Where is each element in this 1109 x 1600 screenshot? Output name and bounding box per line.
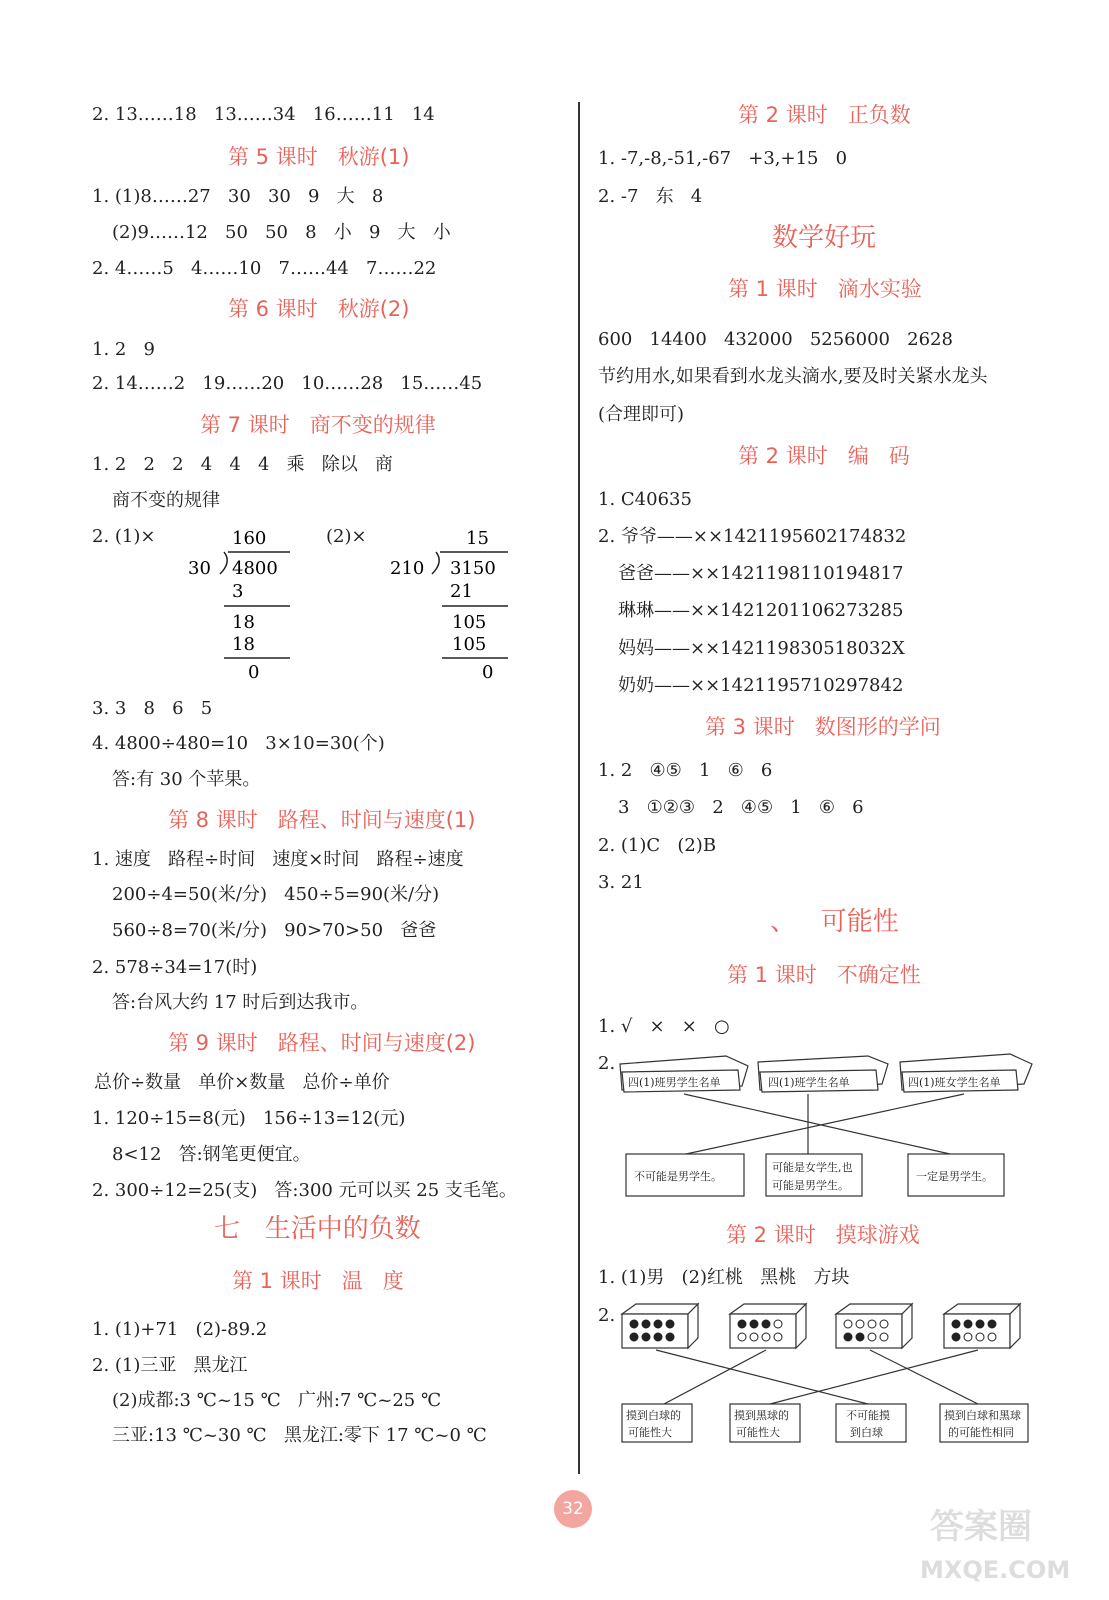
remainder: 105 — [452, 612, 487, 633]
matching-diagram-boxes — [618, 1050, 1038, 1206]
answer-line: 1. (1)8……27 30 30 9 大 8 — [92, 186, 384, 207]
matching-diagram-balls — [618, 1300, 1038, 1446]
answer-line: 2. 300÷12=25(支) 答:300 元可以买 25 支毛笔。 — [92, 1180, 517, 1201]
answer-line: 商不变的规律 — [112, 490, 220, 511]
remainder: 0 — [482, 662, 494, 682]
answer-line: 1. C40635 — [598, 489, 692, 510]
answer-line: 1. -7,-8,-51,-67 +3,+15 0 — [598, 148, 848, 169]
option-label: 不可能摸 — [846, 1409, 890, 1422]
answer-line: 2. — [598, 1305, 616, 1326]
long-division-1 — [180, 522, 300, 682]
quotient: 15 — [466, 528, 489, 549]
answer-line: 560÷8=70(米/分) 90>70>50 爸爸 — [112, 920, 437, 941]
answer-line: 1. √ × × ○ — [598, 1016, 730, 1037]
lesson-heading: 第 1 课时 温 度 — [232, 1269, 404, 1293]
lesson-heading: 第 6 课时 秋游(2) — [228, 297, 410, 321]
lesson-heading: 第 1 课时 不确定性 — [727, 963, 921, 987]
option-label: 的可能性相同 — [948, 1426, 1014, 1439]
answer-line: 节约用水,如果看到水龙头滴水,要及时关紧水龙头 — [598, 366, 988, 387]
option-label: 摸到白球的 — [626, 1409, 681, 1422]
answer-line: 2. 爷爷——××1421195602174832 — [598, 526, 907, 547]
answer-line: 2. (1)三亚 黑龙江 — [92, 1355, 248, 1376]
answer-line: 妈妈——××142119830518032X — [618, 638, 905, 659]
answer-line: 2. -7 东 4 — [598, 186, 703, 207]
answer-line: 1. 2 ④⑤ 1 ⑥ 6 — [598, 760, 773, 781]
answer-line: 奶奶——××1421195710297842 — [618, 675, 904, 696]
answer-line: 答:有 30 个苹果。 — [112, 769, 261, 790]
dividend: 3150 — [450, 558, 496, 579]
option-label: 可能是女学生,也 — [772, 1161, 853, 1174]
lesson-heading: 第 2 课时 正负数 — [738, 103, 911, 127]
option-label: 摸到黑球的 — [734, 1409, 789, 1422]
subtrahend: 105 — [452, 634, 487, 655]
lesson-heading: 第 2 课时 编 码 — [738, 444, 910, 468]
lesson-heading: 第 9 课时 路程、时间与速度(2) — [168, 1031, 476, 1055]
answer-line: 2. — [598, 1053, 616, 1074]
answer-line: 600 14400 432000 5256000 2628 — [598, 329, 953, 350]
answer-line: 爸爸——××1421198110194817 — [618, 563, 904, 584]
chapter-heading: 数学好玩 — [772, 223, 877, 253]
answer-line: 2. (1)C (2)B — [598, 835, 717, 856]
answer-line: 1. 2 2 2 4 4 4 乘 除以 商 — [92, 454, 393, 475]
option-label: 可能性大 — [628, 1426, 672, 1439]
remainder: 18 — [232, 612, 255, 633]
answer-line: 200÷4=50(米/分) 450÷5=90(米/分) — [112, 884, 440, 905]
quotient: 160 — [232, 528, 267, 549]
column-divider — [578, 102, 580, 1474]
answer-line: 2. 4……5 4……10 7……44 7……22 — [92, 258, 437, 279]
lesson-heading: 第 8 课时 路程、时间与速度(1) — [168, 808, 476, 832]
box-label: 四(1)班男学生名单 — [628, 1076, 721, 1089]
answer-line: 琳琳——××1421201106273285 — [618, 600, 904, 621]
divisor: 30 — [188, 558, 211, 579]
answer-line: 答:台风大约 17 时后到达我市。 — [112, 992, 369, 1013]
watermark-url: MXQE.COM — [920, 1556, 1071, 1584]
answer-line: 2. 13……18 13……34 16……11 14 — [92, 104, 435, 125]
lesson-heading: 第 3 课时 数图形的学问 — [705, 715, 941, 739]
answer-line: 1. 2 9 — [92, 339, 155, 360]
answer-line: 3. 3 8 6 5 — [92, 698, 213, 719]
answer-line: (2)× — [326, 526, 367, 547]
long-division-2 — [390, 522, 520, 682]
page-number: 32 — [554, 1490, 592, 1528]
option-label: 摸到白球和黑球 — [944, 1409, 1021, 1422]
subtrahend: 21 — [450, 581, 473, 602]
dividend: 4800 — [232, 558, 278, 579]
lesson-heading: 第 1 课时 滴水实验 — [728, 277, 922, 301]
answer-line: 1. (1)男 (2)红桃 黑桃 方块 — [598, 1267, 850, 1288]
answer-line: 4. 4800÷480=10 3×10=30(个) — [92, 733, 385, 754]
answer-line: 2. (1)× — [92, 526, 156, 547]
lesson-heading: 第 7 课时 商不变的规律 — [200, 413, 436, 437]
answer-line: 8<12 答:钢笔更便宜。 — [112, 1144, 311, 1165]
answer-line: (合理即可) — [598, 404, 685, 425]
option-label: 到白球 — [850, 1426, 883, 1439]
answer-line: 3 ①②③ 2 ④⑤ 1 ⑥ 6 — [618, 797, 864, 818]
chapter-heading: 七 生活中的负数 — [214, 1214, 421, 1244]
answer-line: 1. 速度 路程÷时间 速度×时间 路程÷速度 — [92, 849, 464, 870]
option-label: 可能是男学生。 — [772, 1179, 849, 1192]
subtrahend: 18 — [232, 634, 255, 655]
answer-line: 2. 578÷34=17(时) — [92, 957, 258, 978]
answer-line: (2)成都:3 ℃~15 ℃ 广州:7 ℃~25 ℃ — [112, 1390, 442, 1411]
lesson-heading: 第 2 课时 摸球游戏 — [726, 1223, 920, 1247]
answer-line: 总价÷数量 单价×数量 总价÷单价 — [94, 1072, 390, 1093]
answer-line: 1. (1)+71 (2)-89.2 — [92, 1319, 268, 1340]
answer-line: 三亚:13 ℃~30 ℃ 黑龙江:零下 17 ℃~0 ℃ — [112, 1425, 487, 1446]
answer-line: 1. 120÷15=8(元) 156÷13=12(元) — [92, 1108, 406, 1129]
divisor: 210 — [390, 558, 425, 579]
box-label: 四(1)班学生名单 — [768, 1076, 850, 1089]
remainder: 0 — [248, 662, 260, 682]
chapter-heading: 、 可能性 — [770, 907, 899, 937]
option-label: 可能性大 — [736, 1426, 780, 1439]
option-label: 不可能是男学生。 — [634, 1170, 722, 1183]
option-label: 一定是男学生。 — [916, 1170, 993, 1183]
answer-line: (2)9……12 50 50 8 小 9 大 小 — [112, 222, 451, 243]
subtrahend: 3 — [232, 581, 244, 602]
answer-line: 2. 14……2 19……20 10……28 15……45 — [92, 373, 483, 394]
lesson-heading: 第 5 课时 秋游(1) — [228, 145, 410, 169]
answer-line: 3. 21 — [598, 872, 644, 893]
box-label: 四(1)班女学生名单 — [908, 1076, 1001, 1089]
watermark-logo: 答案圈 — [930, 1507, 1032, 1547]
